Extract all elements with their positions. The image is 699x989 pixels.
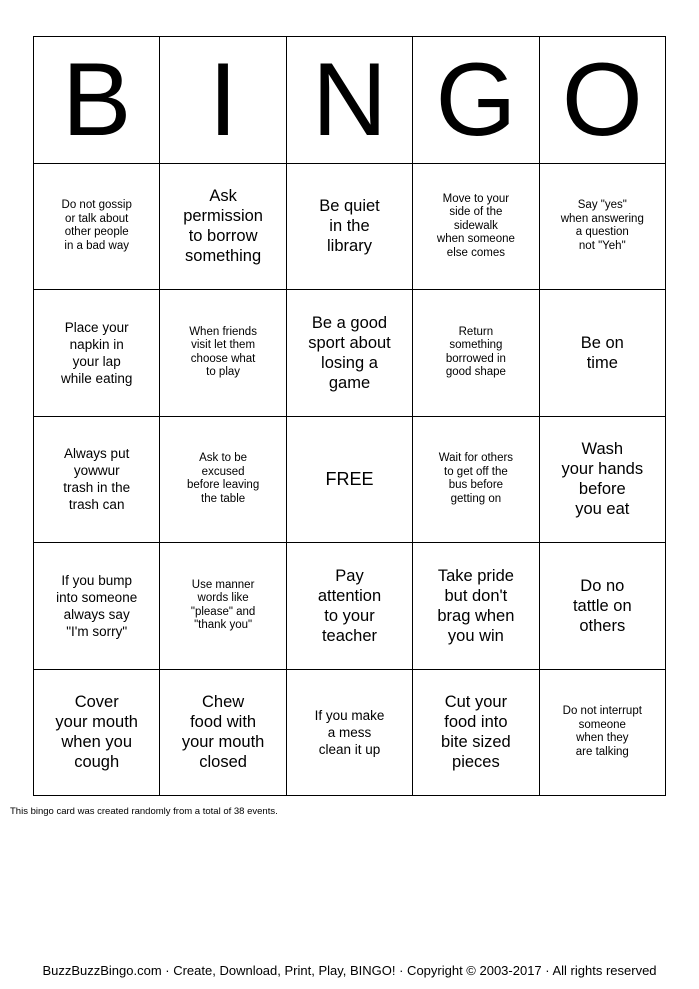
- bingo-cell-text: Ask to be excused before leaving the table: [186, 452, 260, 505]
- bingo-cell[interactable]: [160, 670, 286, 797]
- bingo-cell-text: Be on time: [580, 333, 624, 372]
- card-footnote: This bingo card was created randomly from a total of 38 events.: [10, 806, 278, 817]
- bingo-cell[interactable]: [413, 543, 539, 670]
- bingo-cell[interactable]: [34, 290, 160, 417]
- page-footer: BuzzBuzzBingo.com · Create, Download, Print, Play, BINGO! · Copyright © 2003-2017 · All rights reserved: [42, 963, 657, 978]
- header-letter-o: O: [540, 37, 666, 164]
- bingo-cell-text: Do not gossip or talk about other people in a bad way: [61, 199, 132, 252]
- bingo-cell[interactable]: [34, 543, 160, 670]
- bingo-cell[interactable]: [287, 164, 413, 291]
- bingo-card: [33, 36, 666, 796]
- bingo-cell[interactable]: [34, 164, 160, 291]
- bingo-cell[interactable]: [540, 164, 666, 291]
- bingo-cell-text: Use manner words like "please" and "thank you": [190, 578, 256, 632]
- bingo-cell-text: Wash your hands before you eat: [561, 440, 644, 519]
- header-letter-n: N: [287, 37, 413, 164]
- bingo-cell-text: Move to your side of the sidewalk when someone else comes: [436, 192, 515, 259]
- bingo-cell[interactable]: [160, 290, 286, 417]
- bingo-cell-text: Be quiet in the library: [319, 197, 380, 256]
- header-letter-g: G: [413, 37, 539, 164]
- bingo-cell-text: Do not interrupt someone when they are talking: [562, 705, 642, 758]
- bingo-cell-text: Wait for others to get off the bus before getting on: [438, 452, 514, 505]
- bingo-cell-text: When friends visit let them choose what to play: [189, 325, 257, 379]
- bingo-cell-text: Say "yes" when answering a question not "Yeh": [560, 199, 644, 252]
- header-letter-i: I: [160, 37, 286, 164]
- bingo-cell[interactable]: [540, 670, 666, 797]
- bingo-cell-text: Cover your mouth when you cough: [55, 693, 138, 772]
- bingo-cell-text: Be a good sport about losing a game: [308, 313, 391, 392]
- bingo-cell[interactable]: [34, 417, 160, 544]
- bingo-cell-text: Ask permission to borrow something: [183, 187, 263, 266]
- bingo-cell[interactable]: [160, 164, 286, 291]
- bingo-cell-text: Always put yowwur trash in the trash can: [63, 446, 131, 513]
- bingo-cell[interactable]: [160, 543, 286, 670]
- bingo-cell-text: Do no tattle on others: [572, 576, 632, 635]
- bingo-cell-text: Take pride but don't brag when you win: [437, 566, 515, 645]
- bingo-cell[interactable]: [413, 164, 539, 291]
- bingo-cell[interactable]: [287, 670, 413, 797]
- bingo-cell-text: Return something borrowed in good shape: [445, 325, 506, 379]
- bingo-cell[interactable]: [413, 417, 539, 544]
- bingo-cell-text: Cut your food into bite sized pieces: [441, 693, 511, 772]
- bingo-cell-text: Chew food with your mouth closed: [181, 693, 265, 772]
- bingo-cell[interactable]: [540, 417, 666, 544]
- bingo-cell-text: Place your napkin in your lap while eating: [61, 319, 133, 386]
- bingo-cell[interactable]: [287, 543, 413, 670]
- header-letter-b: B: [34, 37, 160, 164]
- bingo-cell[interactable]: [413, 670, 539, 797]
- bingo-cell-text: If you bump into someone always say "I'm sorry": [56, 572, 138, 639]
- bingo-cell-text: Pay attention to your teacher: [317, 566, 382, 645]
- bingo-cell-text: If you make a mess clean it up: [314, 707, 385, 757]
- bingo-cell[interactable]: [287, 290, 413, 417]
- bingo-cell[interactable]: [540, 290, 666, 417]
- bingo-cell[interactable]: [413, 290, 539, 417]
- free-space-cell[interactable]: [287, 417, 413, 544]
- bingo-cell[interactable]: [160, 417, 286, 544]
- bingo-cell[interactable]: [540, 543, 666, 670]
- bingo-cell[interactable]: [34, 670, 160, 797]
- bingo-cell-text: FREE: [325, 469, 374, 490]
